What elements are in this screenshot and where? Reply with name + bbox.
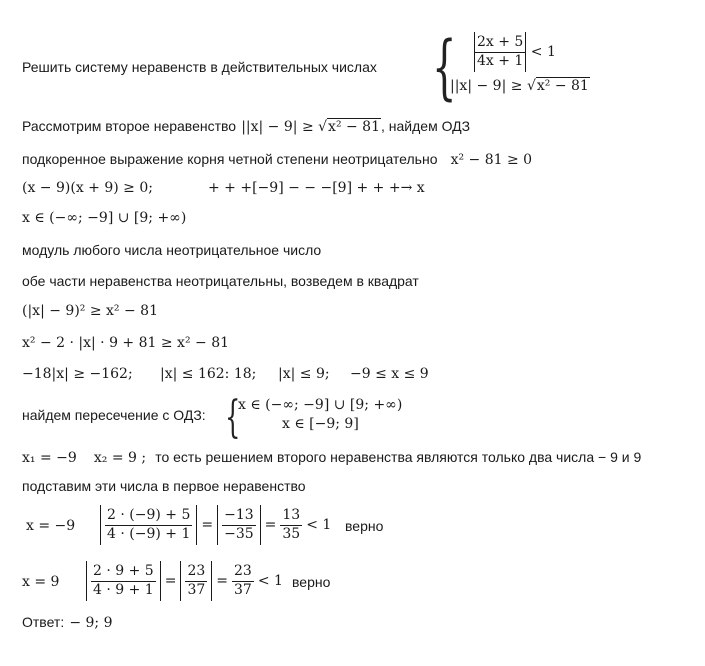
line-squared-ineq: (|x| − 9)² ≥ x² − 81 (22, 303, 158, 319)
line-expanded: x² − 2 · |x| · 9 + 81 ≥ x² − 81 (22, 335, 230, 351)
line-domain-set: x ∈ (−∞; −9] ∪ [9; +∞) (22, 210, 187, 226)
task-statement: Решить систему неравенств в действительных числах (22, 59, 377, 75)
line-modulus: модуль любого числа неотрицательное число (22, 242, 322, 258)
task-ineq1: $\frac{2x + 5}{4x + 1}$ < 1 (474, 32, 556, 72)
check1-verdict: верно (345, 518, 384, 534)
answer (22, 612, 112, 631)
check2-expression: $\frac{2 \cdot 9 + 5}{4 \cdot 9 + 1}$ = $\frac{23}{37}$ = $\frac{23}{37}$ < 1 (86, 561, 283, 601)
line-solve-b: |x| ≤ 162: 18; (160, 366, 257, 382)
check1-x: x = −9 (26, 518, 76, 534)
answer-value: − 9; 9 (69, 615, 113, 631)
intersect-brace: { (225, 392, 241, 443)
line-intersect: найдем пересечение с ОДЗ: (22, 407, 206, 423)
task-ineq2: ||x| − 9| ≥ √x² − 81 (450, 78, 589, 94)
check2-x: x = 9 (22, 574, 60, 590)
line-intervals: + + +[−9] − − −[9] + + +→ x (208, 180, 425, 196)
line-solve-a: −18|x| ≥ −162; (22, 366, 133, 382)
line-solve-c: |x| ≤ 9; (278, 366, 330, 382)
check1-expression: $\frac{2 \cdot (-9) + 5}{4 \cdot (-9) + 1}$ = $\frac{-13}{-35}$ = $\frac{13}{35}$ < 1 (100, 505, 331, 545)
line-factor: (x − 9)(x + 9) ≥ 0; (22, 180, 153, 196)
intersect-set-1: x ∈ (−∞; −9] ∪ [9; +∞) (238, 397, 403, 413)
line-roots: x₁ = −9 x₂ = 9 ; то есть решением второго неравенства являются только два числа − 9 и 9 (22, 449, 642, 466)
answer-label: Ответ: (22, 614, 65, 630)
line-domain: подкоренное выражение корня четной степени неотрицательно x² − 81 ≥ 0 (22, 151, 533, 168)
line-consider: Рассмотрим второе неравенство ||x| − 9| ≥ √x² − 81, найдем ОДЗ (22, 118, 471, 135)
line-substitute: подставим эти числа в первое неравенство (22, 478, 306, 494)
check2-verdict: верно (292, 574, 331, 590)
line-solve-d: −9 ≤ x ≤ 9 (350, 366, 429, 382)
line-square: обе части неравенства неотрицательны, возведем в квадрат (22, 273, 419, 289)
intersect-set-2: x ∈ [−9; 9] (282, 416, 359, 432)
system-brace: { (432, 26, 457, 108)
